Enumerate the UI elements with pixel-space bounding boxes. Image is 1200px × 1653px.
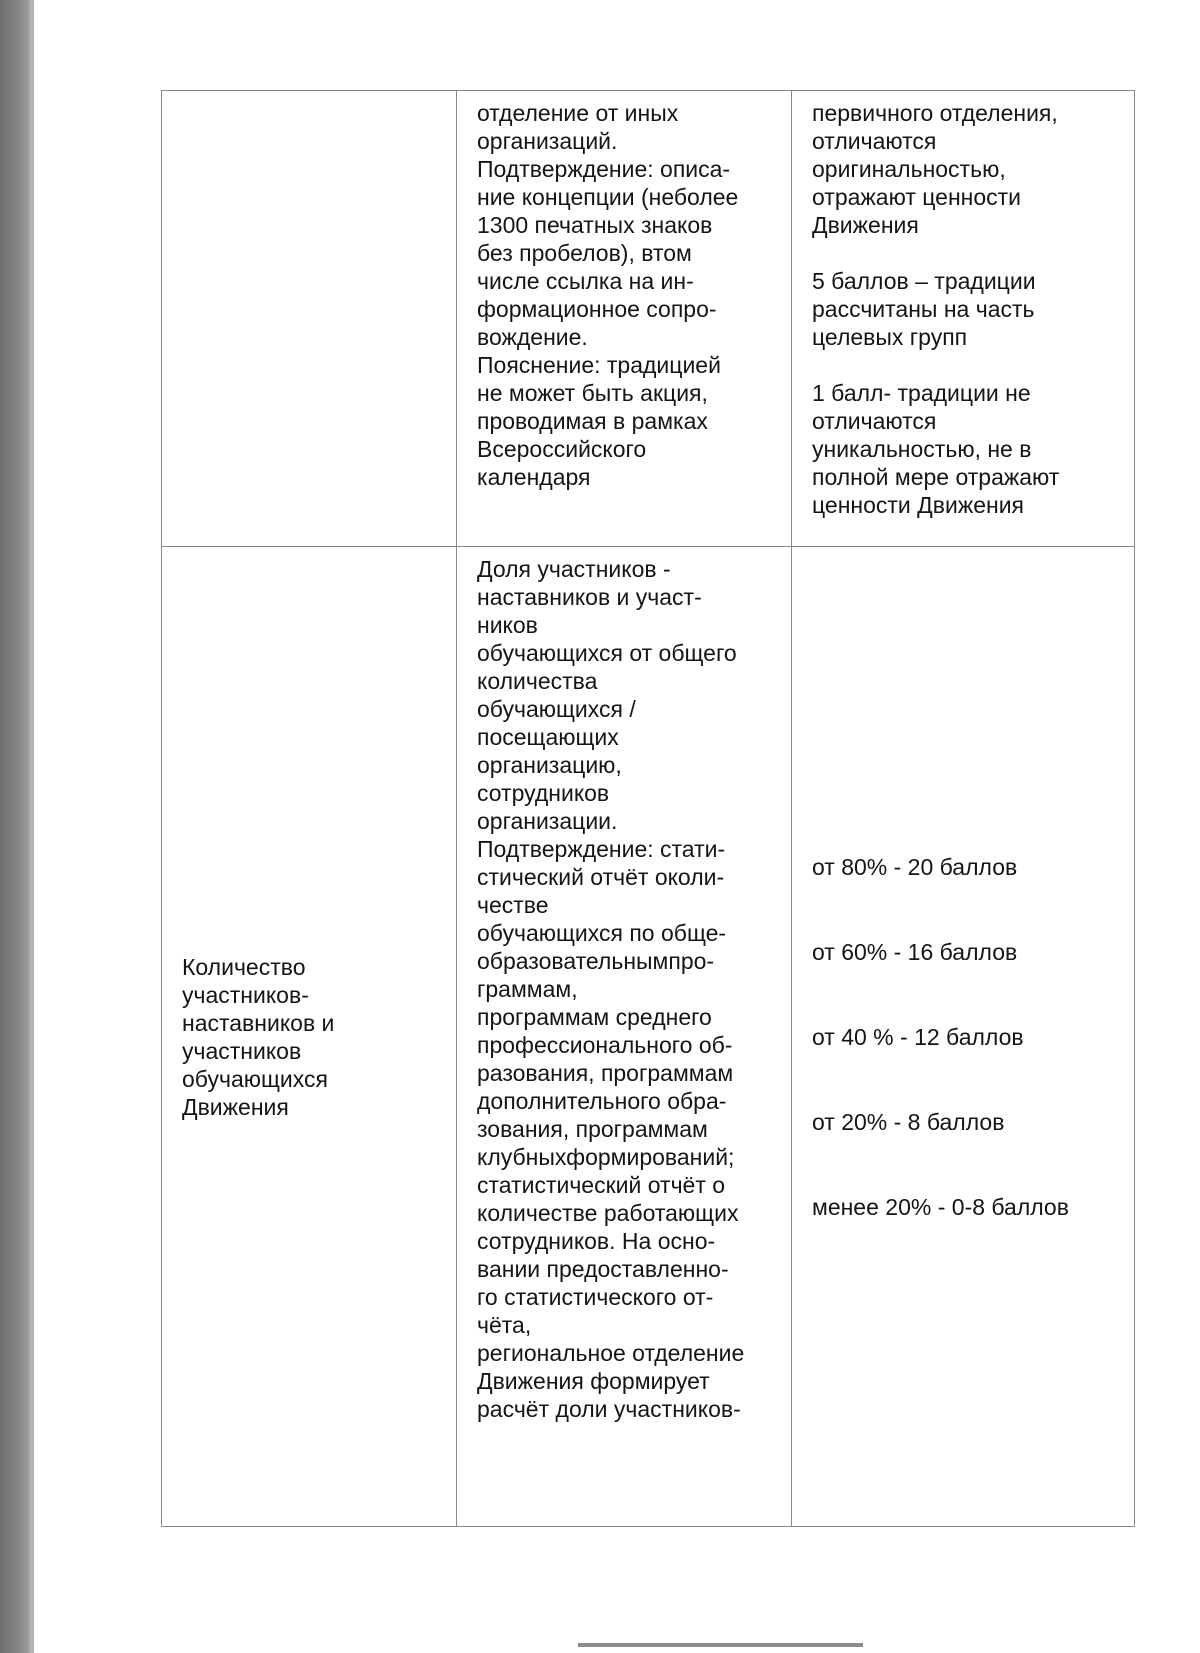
scoring-cell <box>792 547 1135 1527</box>
scan-edge-highlight <box>31 0 34 1653</box>
description-cell: Доля участников - наставников и участ- ников обучающихся от общего количества обучающихся / посещающих организацию, сотрудников организации. Подтверждение: стати- стический отчёт околи- честве обучающихся по обще- образовательнымпро- граммам, программам среднего профессионального об- разования, программам дополнительного обра- зования, программам клубныхформирований; статистический отчёт о количестве работающих сотрудников. На осно- вании предоставленно- го статистического от- чёта, региональное отделение Движения формирует расчёт доли участников- <box>457 547 792 1527</box>
criteria-table <box>161 90 1135 1527</box>
criterion-cell <box>162 91 457 547</box>
score-item: от 20% - 8 баллов <box>812 1108 1005 1135</box>
score-item: от 40 % - 12 баллов <box>812 1023 1024 1050</box>
score-item: менее 20% - 0-8 баллов <box>812 1193 1069 1220</box>
score-item: от 80% - 20 баллов <box>812 853 1018 880</box>
scoring-cell: первичного отделения, отличаются оригинальностью, отражают ценности Движения 5 баллов – традиции рассчитаны на часть целевых групп 1 балл- традиции не отличаются уникальностью, не в полной мере отражают ценности Движения <box>792 91 1135 547</box>
score-item: от 60% - 16 баллов <box>812 938 1018 965</box>
table-row <box>162 91 1135 547</box>
criterion-cell: Количество участников- наставников и участников обучающихся Движения <box>162 547 457 1527</box>
scan-bottom-line <box>578 1643 863 1647</box>
description-cell: отделение от иных организаций. Подтверждение: описа- ние концепции (неболее 1300 печатных знаков без пробелов), втом числе ссылка на ин- формационное сопро- вождение. Пояснение: традицией не может быть акция, проводимая в рамках Всероссийского календаря <box>457 91 792 547</box>
scan-left-edge <box>0 0 34 1653</box>
table-row <box>162 547 1135 1527</box>
score-list <box>812 825 1128 1249</box>
